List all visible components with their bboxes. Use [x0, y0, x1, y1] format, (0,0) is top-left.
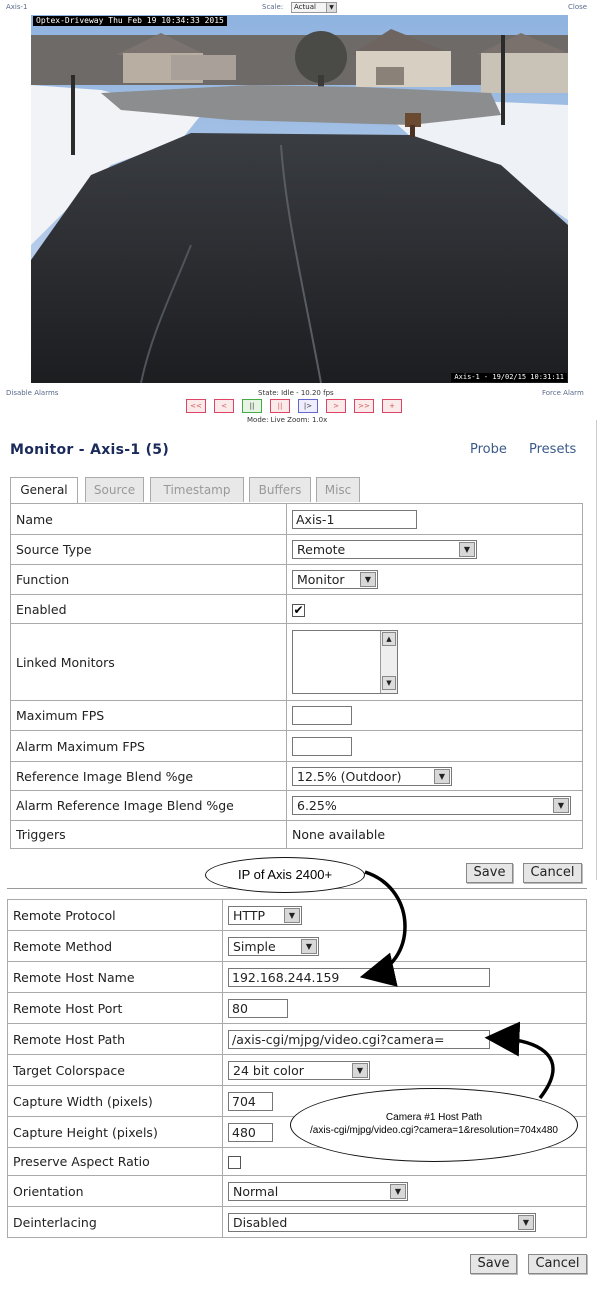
- remote-protocol-value: HTTP: [233, 907, 265, 923]
- camera-label-overlay: Axis-1 - 19/02/15 10:31:11: [451, 373, 567, 382]
- state-text: State: Idle - 10.20 fps: [258, 389, 334, 397]
- force-alarm-link[interactable]: Force Alarm: [542, 389, 584, 397]
- play-button[interactable]: |>: [298, 399, 318, 413]
- chevron-down-icon: ▼: [360, 572, 376, 587]
- source-type-value: Remote: [297, 542, 346, 557]
- pause-button[interactable]: ||: [242, 399, 262, 413]
- chevron-down-icon: ▼: [459, 542, 475, 557]
- capture-height-label: Capture Height (pixels): [8, 1117, 223, 1148]
- tab-timestamp[interactable]: Timestamp: [150, 477, 244, 502]
- capture-height-input[interactable]: 480: [228, 1123, 273, 1142]
- tab-general[interactable]: General: [10, 477, 78, 504]
- chevron-down-icon: ▼: [284, 908, 300, 923]
- remote-method-value: Simple: [233, 938, 276, 954]
- disable-alarms-link[interactable]: Disable Alarms: [6, 389, 59, 397]
- triggers-label: Triggers: [11, 821, 287, 849]
- zoom-in-button[interactable]: +: [382, 399, 402, 413]
- alarm-ref-blend-label: Alarm Reference Image Blend %ge: [11, 791, 287, 821]
- alarm-ref-blend-value: 6.25%: [297, 798, 337, 813]
- host-path-arrow: [495, 1038, 553, 1098]
- function-value: Monitor: [297, 572, 345, 587]
- capture-width-input[interactable]: 704: [228, 1092, 273, 1111]
- chevron-down-icon: ▼: [390, 1184, 406, 1199]
- page-title: Monitor - Axis-1 (5): [10, 442, 170, 458]
- tab-buffers[interactable]: Buffers: [249, 477, 311, 502]
- fast-rewind-button[interactable]: <<: [186, 399, 206, 413]
- remote-host-name-label: Remote Host Name: [8, 962, 223, 993]
- linked-monitors-label: Linked Monitors: [11, 624, 287, 701]
- ref-blend-value: 12.5% (Outdoor): [297, 768, 402, 784]
- function-label: Function: [11, 565, 287, 595]
- triggers-value: None available: [287, 821, 583, 849]
- chevron-down-icon: ▼: [553, 798, 569, 813]
- ip-annotation: IP of Axis 2400+: [205, 857, 365, 893]
- tab-misc[interactable]: Misc: [316, 477, 360, 502]
- step-forward-button[interactable]: >: [326, 399, 346, 413]
- name-input[interactable]: Axis-1: [292, 510, 417, 529]
- remote-protocol-label: Remote Protocol: [8, 900, 223, 931]
- host-path-annotation: [290, 1088, 578, 1162]
- orientation-value: Normal: [233, 1183, 279, 1199]
- source-type-label: Source Type: [11, 535, 287, 565]
- ref-blend-label: Reference Image Blend %ge: [11, 762, 287, 791]
- remote-method-label: Remote Method: [8, 931, 223, 962]
- target-colorspace-value: 24 bit color: [233, 1062, 304, 1078]
- arrow-up-icon[interactable]: ▲: [382, 632, 396, 646]
- chevron-down-icon: ▼: [352, 1063, 368, 1078]
- chevron-down-icon: ▼: [326, 3, 336, 12]
- chevron-down-icon: ▼: [434, 769, 450, 784]
- camera-timestamp-overlay: Optex-Driveway Thu Feb 19 10:34:33 2015: [33, 16, 227, 26]
- chevron-down-icon: ▼: [518, 1215, 534, 1230]
- ip-arrow: [365, 872, 405, 975]
- enabled-label: Enabled: [11, 595, 287, 624]
- enabled-checkbox[interactable]: ✔: [293, 602, 304, 617]
- mode-text: Mode: Live Zoom: 1.0x: [247, 416, 328, 424]
- alarm-max-fps-label: Alarm Maximum FPS: [11, 731, 287, 762]
- cancel-button[interactable]: Cancel: [523, 863, 582, 883]
- tab-source[interactable]: Source: [85, 477, 144, 502]
- remote-host-name-input[interactable]: 192.168.244.159: [228, 968, 490, 987]
- fast-forward-button[interactable]: >>: [354, 399, 374, 413]
- cancel-button-bottom[interactable]: Cancel: [528, 1254, 587, 1274]
- chevron-down-icon: ▼: [301, 939, 317, 954]
- remote-host-path-label: Remote Host Path: [8, 1024, 223, 1055]
- deinterlacing-label: Deinterlacing: [8, 1207, 223, 1238]
- orientation-label: Orientation: [8, 1176, 223, 1207]
- camera-title: Axis-1: [6, 3, 28, 11]
- name-label: Name: [11, 504, 287, 535]
- save-button-bottom[interactable]: Save: [470, 1254, 517, 1274]
- deinterlacing-value: Disabled: [233, 1214, 288, 1230]
- host-path-annotation-title: Camera #1 Host Path: [385, 1112, 483, 1123]
- scale-label: Scale:: [262, 3, 284, 11]
- remote-host-port-input[interactable]: 80: [228, 999, 288, 1018]
- presets-link[interactable]: Presets: [529, 442, 577, 457]
- scale-select-value: Actual: [294, 3, 316, 11]
- remote-host-path-input[interactable]: /axis-cgi/mjpg/video.cgi?camera=: [228, 1030, 490, 1049]
- capture-width-label: Capture Width (pixels): [8, 1086, 223, 1117]
- max-fps-label: Maximum FPS: [11, 701, 287, 731]
- host-path-annotation-path: /axis-cgi/mjpg/video.cgi?camera=1&resolution=704x480: [310, 1125, 558, 1136]
- preserve-aspect-label: Preserve Aspect Ratio: [8, 1148, 223, 1176]
- rewind-button[interactable]: <: [214, 399, 234, 413]
- stop-button[interactable]: ||: [270, 399, 290, 413]
- close-link[interactable]: Close: [568, 3, 588, 11]
- probe-link[interactable]: Probe: [470, 442, 507, 457]
- target-colorspace-label: Target Colorspace: [8, 1055, 223, 1086]
- remote-host-port-label: Remote Host Port: [8, 993, 223, 1024]
- arrow-down-icon[interactable]: ▼: [382, 676, 396, 690]
- save-button[interactable]: Save: [466, 863, 513, 883]
